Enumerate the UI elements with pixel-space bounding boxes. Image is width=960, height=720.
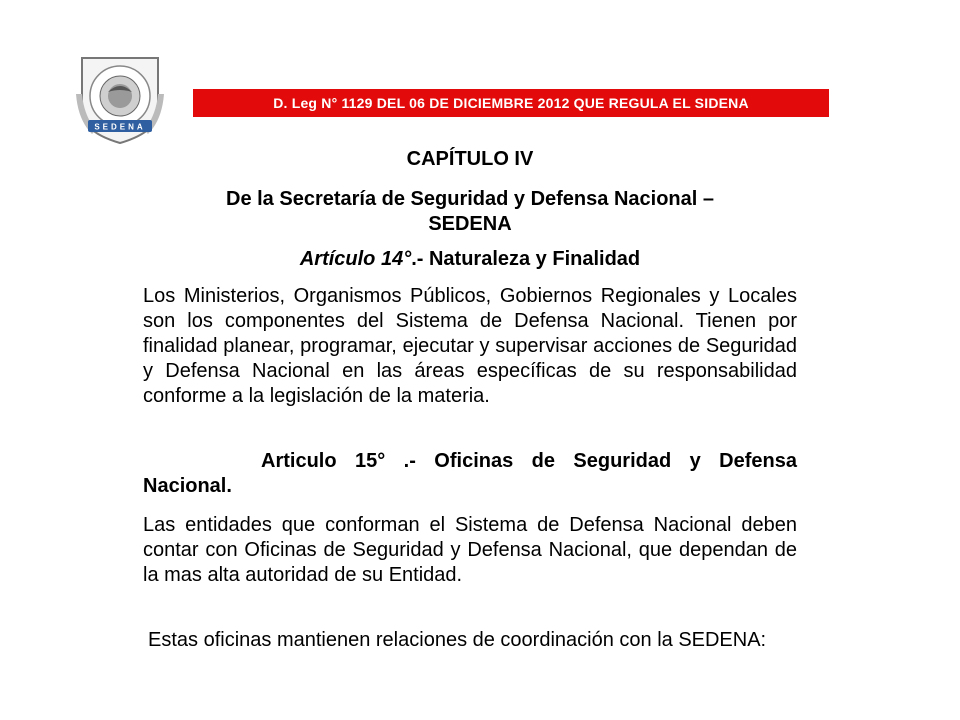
section-title-line2: SEDENA xyxy=(428,213,512,235)
article-14-number: Artículo 14° xyxy=(299,248,412,270)
article-14-body: Los Ministerios, Organismos Públicos, Gobiernos Regionales y Locales son los componentes del Sistema de Defensa Nacional. Tienen por finalidad planear, programar, ejecutar y supervisar acciones de Seguridad y Defensa Nacional en las áreas específicas de su responsabilidad conforme a la legislación de la materia. xyxy=(143,285,797,407)
section-title-line1: De la Secretaría de Seguridad y Defensa Nacional – xyxy=(226,188,714,210)
article-15-note: Estas oficinas mantienen relaciones de coordinación con la SEDENA: xyxy=(148,629,767,651)
article-15-body: Las entidades que conforman el Sistema de Defensa Nacional deben contar con Oficinas de Seguridad y Defensa Nacional, que dependan de la mas alta autoridad de su Entidad. xyxy=(143,514,797,586)
article-14-heading: .- Naturaleza y Finalidad xyxy=(411,248,641,270)
decree-banner: D. Leg N° 1129 DEL 06 DE DICIEMBRE 2012 QUE REGULA EL SIDENA xyxy=(193,89,829,117)
chapter-heading: CAPÍTULO IV xyxy=(406,148,534,170)
sedena-seal-icon xyxy=(72,50,168,146)
section-title xyxy=(143,187,797,237)
article-15-title: Articulo 15° .- Oficinas de Seguridad y Defensa Nacional. xyxy=(143,450,797,497)
seal-bottom-text: SEDENA xyxy=(94,122,146,132)
article-14-title xyxy=(143,247,797,272)
